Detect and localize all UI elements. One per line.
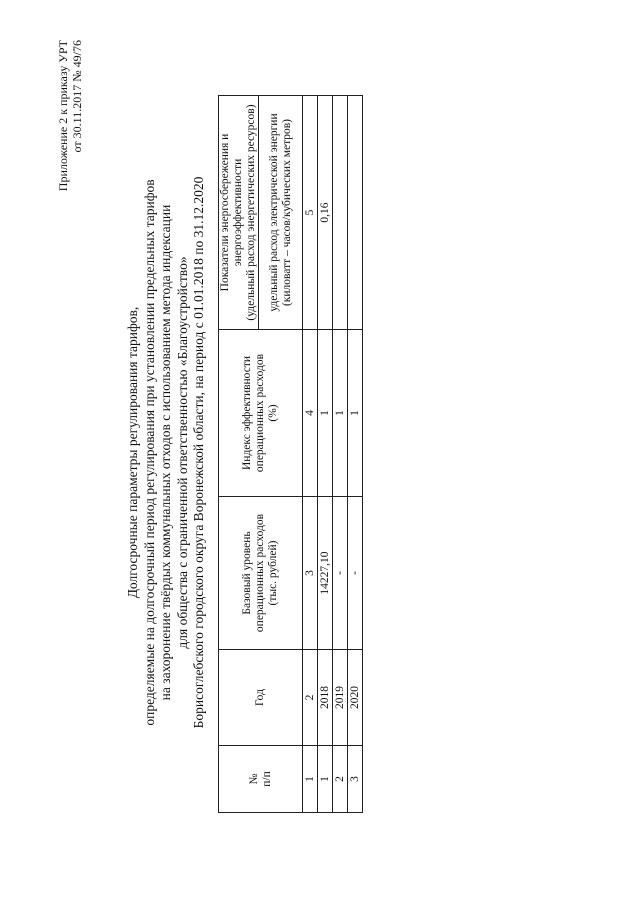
row-year: 2019 (333, 650, 348, 746)
column-number-row (303, 96, 318, 813)
header-base-level: Базовый уровень операционных расходов (тыс. рублей) (219, 497, 303, 650)
tariff-parameters-table (218, 95, 363, 813)
column-number: 5 (303, 96, 318, 330)
table-row (348, 96, 363, 813)
title-line-3: на захоронение твёрдых коммунальных отходов с использованием метода индексации (158, 204, 173, 701)
row-number: 3 (348, 746, 363, 813)
header-energy-sub: удельный расход электрической энергии (киловатт – часов/кубических метров) (259, 96, 303, 330)
row-base-level: - (348, 497, 363, 650)
header-number: № п/п (219, 746, 303, 813)
row-efficiency-index: 1 (318, 330, 333, 497)
row-base-level: 14227,10 (318, 497, 333, 650)
row-energy-value (333, 96, 348, 330)
table-row (333, 96, 348, 813)
row-efficiency-index: 1 (348, 330, 363, 497)
column-number: 2 (303, 650, 318, 746)
header-year: Год (219, 650, 303, 746)
document-title (125, 0, 208, 905)
header-energy-group: Показатели энергосбережения и энергоэффективности (удельный расход энергетических ресурсов) (219, 96, 259, 330)
row-year: 2018 (318, 650, 333, 746)
row-efficiency-index: 1 (333, 330, 348, 497)
column-number: 1 (303, 746, 318, 813)
appendix-note (56, 40, 84, 191)
appendix-line-2: от 30.11.2017 № 49/76 (70, 40, 84, 153)
appendix-line-1: Приложение 2 к приказу УРТ (56, 40, 70, 192)
column-number: 3 (303, 497, 318, 650)
title-line-1: Долгосрочные параметры регулирования тарифов, (125, 306, 140, 599)
header-efficiency-index: Индекс эффективности операционных расходов (%) (219, 330, 303, 497)
row-energy-value: 0,16 (318, 96, 333, 330)
row-number: 2 (333, 746, 348, 813)
row-number: 1 (318, 746, 333, 813)
row-energy-value (348, 96, 363, 330)
title-line-2: определяемые на долгосрочный период регулирования при установлении предельных тарифов (141, 179, 157, 726)
title-line-4: для общества с ограниченной ответственностью «Благоустройство» (174, 256, 190, 649)
title-line-5: Борисоглебского городского округа Воронежской области, на период с 01.01.2018 по 31.12.2020 (191, 176, 206, 729)
column-number: 4 (303, 330, 318, 497)
table-row (318, 96, 333, 813)
row-base-level: - (333, 497, 348, 650)
row-year: 2020 (348, 650, 363, 746)
